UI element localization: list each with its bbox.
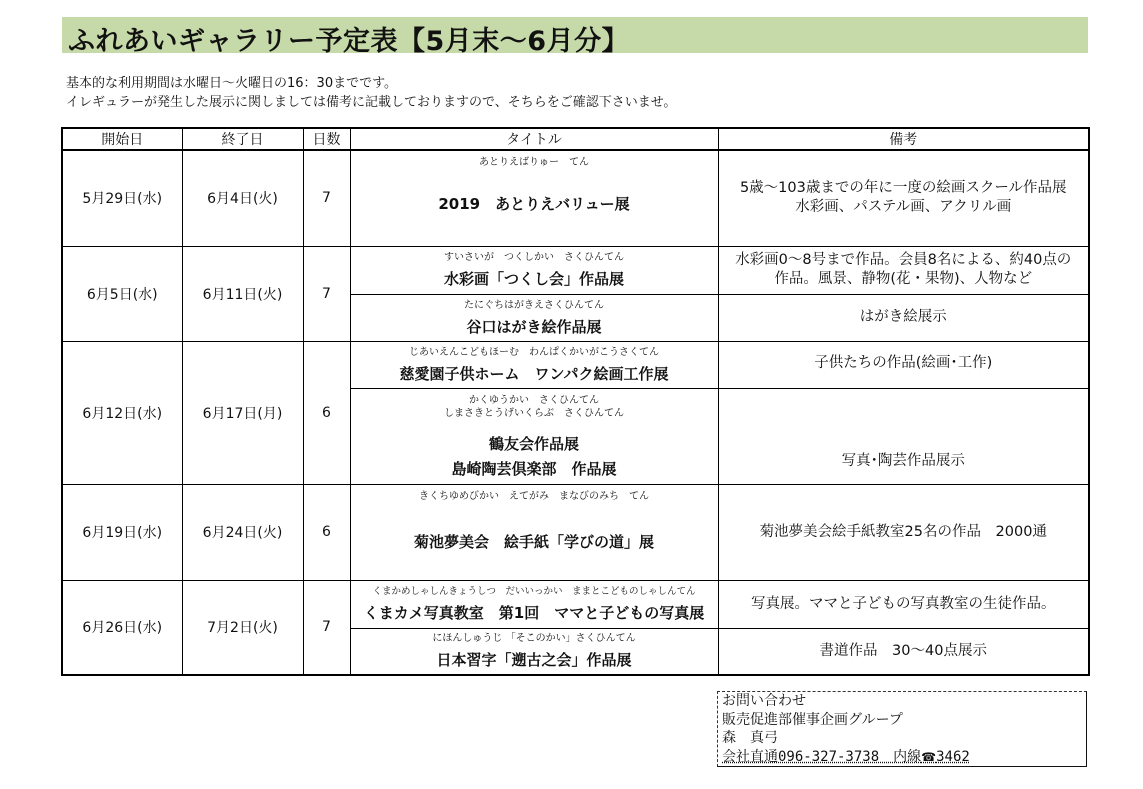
note-line: 作品。風景、静物(花・果物)、人物など: [774, 271, 1033, 287]
header-days: 日数: [303, 128, 350, 150]
note-cell: [718, 150, 1089, 246]
exhibit-title: 鶴友会作品展: [488, 434, 579, 453]
contact-extension: 3462: [936, 748, 970, 765]
note-line: 写真･陶芸作品展示: [841, 452, 965, 469]
title-cell: [350, 484, 718, 580]
title-reading: しまさきとうげいくらぶ さくひんてん: [444, 407, 624, 419]
title-cell: [350, 341, 718, 388]
title-cell: [350, 294, 718, 341]
end-date: 6月17日(月): [182, 341, 303, 484]
contact-name: 森 真弓: [722, 730, 778, 746]
days: 6: [303, 484, 350, 580]
note-cell: [718, 628, 1089, 675]
title-cell: [350, 246, 718, 294]
exhibit-title: 谷口はがき絵作品展: [466, 317, 602, 336]
contact-department: 販売促進部催事企画グループ: [722, 711, 903, 728]
note-line: 菊池夢美会絵手紙教室25名の作品 2000通: [759, 523, 1047, 540]
schedule-table: [61, 127, 1090, 676]
days: 7: [303, 150, 350, 246]
end-date: 7月2日(火): [182, 580, 303, 675]
note-line: 水彩画0～8号まで作品。会員8名による、約40点の: [735, 252, 1072, 268]
note-cell: [718, 484, 1089, 580]
note-cell: [718, 388, 1089, 484]
note-line: はがき絵展示: [859, 309, 947, 325]
title-banner: [62, 17, 1088, 57]
exhibit-title: 慈愛園子供ホーム ワンパク絵画工作展: [399, 364, 669, 383]
exhibit-title: くまカメ写真教室 第1回 ママと子どもの写真展: [363, 604, 705, 622]
title-reading: すいさいが つくしかい さくひんてん: [444, 252, 624, 263]
exhibit-title: 2019 あとりえバリュー展: [438, 195, 630, 213]
title-reading: かくゆうかい さくひんてん: [469, 394, 599, 406]
note-cell: [718, 294, 1089, 341]
title-reading: にほんしゅうじ 「そこのかい」さくひんてん: [432, 633, 636, 645]
title-cell: [350, 580, 718, 628]
note-line: 子供たちの作品(絵画･工作): [814, 354, 993, 371]
exhibit-title: 水彩画「つくし会」作品展: [443, 270, 624, 288]
contact-label: お問い合わせ: [722, 693, 806, 709]
header-title: タイトル: [350, 128, 718, 150]
title-cell: [350, 628, 718, 675]
contact-box: [717, 691, 1087, 767]
days: 7: [303, 246, 350, 341]
note-cell: [718, 580, 1089, 628]
page-title: ふれあいギャラリー予定表【5月末～6月分】: [68, 26, 630, 57]
note-line: 水彩画、パステル画、アクリル画: [795, 199, 1012, 216]
table-row: [62, 341, 1089, 388]
title-reading: あとりえばりゅー てん: [479, 157, 589, 168]
end-date: 6月11日(火): [182, 246, 303, 341]
end-date: 6月4日(火): [182, 150, 303, 246]
start-date: 6月5日(水): [62, 246, 182, 341]
days: 6: [303, 341, 350, 484]
exhibit-title: 島崎陶芸倶楽部 作品展: [451, 459, 617, 478]
table-row: [62, 580, 1089, 628]
intro-line-2: イレギュラーが発生した展示に関しましては備考に記載しておりますので、そちらをご確認下さいませ。: [66, 95, 677, 110]
header-end-date: 終了日: [182, 128, 303, 150]
intro-line-1: 基本的な利用期間は水曜日～火曜日の16：30までです。: [66, 76, 398, 91]
note-line: 5歳～103歳までの年に一度の絵画スクール作品展: [739, 180, 1067, 197]
title-reading: きくちゆめびかい えてがみ まなびのみち てん: [419, 490, 649, 502]
start-date: 6月19日(水): [62, 484, 182, 580]
title-reading: くまかめしゃしんきょうしつ だいいっかい ままとこどものしゃしんてん: [372, 586, 696, 597]
start-date: 5月29日(水): [62, 150, 182, 246]
header-start-date: 開始日: [62, 128, 182, 150]
start-date: 6月26日(水): [62, 580, 182, 675]
title-cell: [350, 150, 718, 246]
contact-phone: [722, 748, 1086, 767]
note-line: 写真展。ママと子どもの写真教室の生徒作品。: [751, 595, 1056, 612]
note-line: 書道作品 30～40点展示: [819, 642, 987, 659]
table-header-row: [62, 128, 1089, 150]
header-notes: 備考: [718, 128, 1089, 150]
note-cell: [718, 246, 1089, 294]
title-reading: たにぐちはがきえさくひんてん: [464, 299, 604, 311]
exhibit-title: 菊池夢美会 絵手紙「学びの道」展: [413, 532, 654, 551]
end-date: 6月24日(火): [182, 484, 303, 580]
contact-phone-number: 会社直通096-327-3738 内線: [722, 748, 922, 765]
days: 7: [303, 580, 350, 675]
start-date: 6月12日(水): [62, 341, 182, 484]
title-cell: [350, 388, 718, 484]
title-reading: じあいえんこどもほーむ わんぱくかいがこうさくてん: [409, 346, 659, 358]
table-row: [62, 484, 1089, 580]
telephone-icon: ☎: [921, 749, 937, 764]
table-row: [62, 150, 1089, 246]
table-row: [62, 246, 1089, 294]
exhibit-title: 日本習字「遡古之会」作品展: [436, 651, 632, 670]
note-cell: [718, 341, 1089, 388]
